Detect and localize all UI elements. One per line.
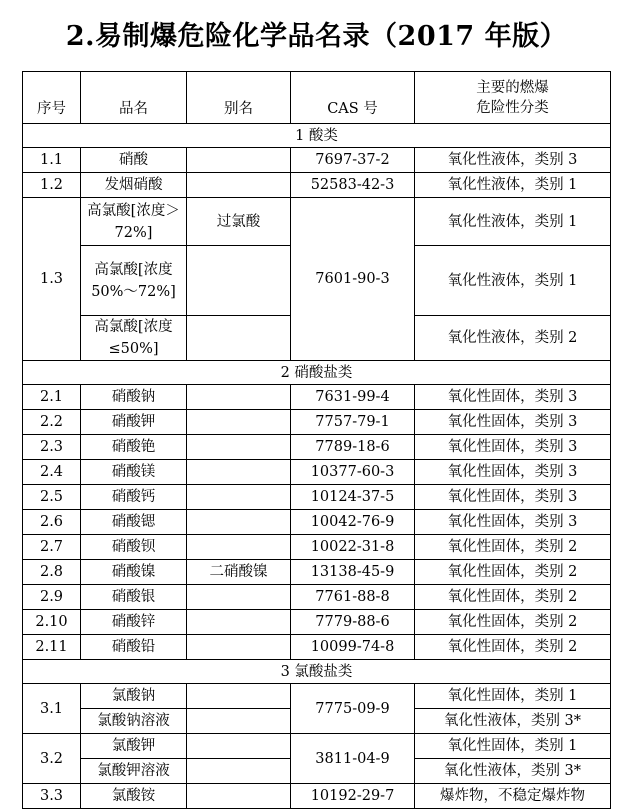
- header-name: 品名: [81, 72, 187, 124]
- section-acids: 1 酸类: [23, 124, 611, 148]
- cell-hazard: 爆炸物，不稳定爆炸物: [415, 784, 611, 809]
- cell-hazard: 氧化性固体，类别 3: [415, 460, 611, 485]
- cell-seq: 2.5: [23, 485, 81, 510]
- cell-hazard: 氧化性固体，类别 3: [415, 435, 611, 460]
- cell-alias: [187, 316, 291, 361]
- section-row: [23, 660, 611, 684]
- cell-seq: 2.6: [23, 510, 81, 535]
- cell-seq: 1.2: [23, 173, 81, 198]
- cell-seq: 2.11: [23, 635, 81, 660]
- cell-name: 硝酸镍: [81, 560, 187, 585]
- cell-seq: 2.9: [23, 585, 81, 610]
- cell-name: 氯酸钾溶液: [81, 759, 187, 784]
- table-header-row: [23, 72, 611, 124]
- cell-alias: [187, 585, 291, 610]
- table-row: [23, 635, 611, 660]
- cell-name: 硝酸钡: [81, 535, 187, 560]
- cell-cas: 13138-45-9: [291, 560, 415, 585]
- cell-name: 高氯酸[浓度≤50%]: [81, 316, 187, 361]
- header-hazard-line2: 危险性分类: [476, 99, 549, 116]
- section-chlorates: 3 氯酸盐类: [23, 660, 611, 684]
- cell-cas: 7761-88-8: [291, 585, 415, 610]
- table-row: [23, 385, 611, 410]
- cell-hazard: 氧化性固体，类别 1: [415, 734, 611, 759]
- table-row: [23, 410, 611, 435]
- table-row: [23, 560, 611, 585]
- cell-name: 硝酸镁: [81, 460, 187, 485]
- cell-alias: [187, 485, 291, 510]
- cell-hazard: 氧化性液体，类别 3*: [415, 759, 611, 784]
- cell-cas: 7631-99-4: [291, 385, 415, 410]
- cell-alias: [187, 510, 291, 535]
- cell-name: 发烟硝酸: [81, 173, 187, 198]
- cell-hazard: 氧化性固体，类别 2: [415, 585, 611, 610]
- cell-seq: 3.2: [23, 734, 81, 784]
- cell-alias: [187, 246, 291, 316]
- section-row: [23, 361, 611, 385]
- cell-hazard: 氧化性液体，类别 1: [415, 173, 611, 198]
- cell-hazard: 氧化性固体，类别 2: [415, 560, 611, 585]
- cell-cas: 10377-60-3: [291, 460, 415, 485]
- cell-cas: 7757-79-1: [291, 410, 415, 435]
- cell-seq: 2.2: [23, 410, 81, 435]
- cell-alias: [187, 610, 291, 635]
- cell-hazard: 氧化性固体，类别 2: [415, 535, 611, 560]
- cell-name: 氯酸钠: [81, 684, 187, 709]
- table-row: [23, 435, 611, 460]
- page-title: 2.易制爆危险化学品名录（2017 年版）: [65, 21, 568, 52]
- cell-alias: [187, 435, 291, 460]
- table-row: [23, 684, 611, 709]
- cell-seq: 2.3: [23, 435, 81, 460]
- header-cas: CAS 号: [291, 72, 415, 124]
- header-alias: 别名: [187, 72, 291, 124]
- table-row: [23, 460, 611, 485]
- cell-seq: 1.3: [23, 198, 81, 361]
- cell-cas: 10124-37-5: [291, 485, 415, 510]
- chemical-list-table: [22, 71, 611, 809]
- cell-hazard: 氧化性液体，类别 2: [415, 316, 611, 361]
- table-row: [23, 198, 611, 246]
- cell-alias: [187, 759, 291, 784]
- cell-seq: 2.8: [23, 560, 81, 585]
- cell-name: 高氯酸[浓度 50%～72%]: [81, 246, 187, 316]
- cell-seq: 1.1: [23, 148, 81, 173]
- cell-hazard: 氧化性固体，类别 3: [415, 410, 611, 435]
- cell-name: 硝酸钠: [81, 385, 187, 410]
- cell-cas: 10192-29-7: [291, 784, 415, 809]
- cell-seq: 3.3: [23, 784, 81, 809]
- cell-cas: 7779-88-6: [291, 610, 415, 635]
- cell-cas: 7601-90-3: [291, 198, 415, 361]
- section-nitrates: 2 硝酸盐类: [23, 361, 611, 385]
- cell-hazard: 氧化性固体，类别 2: [415, 610, 611, 635]
- cell-alias: [187, 635, 291, 660]
- cell-name: 硝酸铯: [81, 435, 187, 460]
- cell-seq: 2.10: [23, 610, 81, 635]
- cell-alias: [187, 535, 291, 560]
- cell-cas: 7775-09-9: [291, 684, 415, 734]
- cell-seq: 2.1: [23, 385, 81, 410]
- cell-hazard: 氧化性液体，类别 3*: [415, 709, 611, 734]
- table-row: [23, 148, 611, 173]
- cell-cas: 10099-74-8: [291, 635, 415, 660]
- cell-hazard: 氧化性固体，类别 3: [415, 385, 611, 410]
- cell-name: 硝酸铅: [81, 635, 187, 660]
- cell-name: 硝酸锶: [81, 510, 187, 535]
- cell-alias: [187, 385, 291, 410]
- cell-name: 硝酸银: [81, 585, 187, 610]
- cell-cas: 7697-37-2: [291, 148, 415, 173]
- cell-cas: 52583-42-3: [291, 173, 415, 198]
- cell-hazard: 氧化性液体，类别 3: [415, 148, 611, 173]
- cell-seq: 3.1: [23, 684, 81, 734]
- cell-alias: [187, 684, 291, 709]
- cell-cas: 3811-04-9: [291, 734, 415, 784]
- cell-alias: 过氯酸: [187, 198, 291, 246]
- table-row: [23, 585, 611, 610]
- cell-cas: 10042-76-9: [291, 510, 415, 535]
- cell-name: 硝酸锌: [81, 610, 187, 635]
- header-seq: 序号: [23, 72, 81, 124]
- cell-cas: 10022-31-8: [291, 535, 415, 560]
- cell-seq: 2.4: [23, 460, 81, 485]
- header-hazard-line1: 主要的燃爆: [476, 79, 549, 96]
- cell-seq: 2.7: [23, 535, 81, 560]
- cell-name: 硝酸: [81, 148, 187, 173]
- cell-name: 氯酸钾: [81, 734, 187, 759]
- cell-alias: [187, 460, 291, 485]
- cell-hazard: 氧化性固体，类别 2: [415, 635, 611, 660]
- cell-cas: 7789-18-6: [291, 435, 415, 460]
- cell-name: 氯酸钠溶液: [81, 709, 187, 734]
- table-row: [23, 734, 611, 759]
- cell-name: 硝酸钙: [81, 485, 187, 510]
- cell-alias: [187, 148, 291, 173]
- table-row: [23, 535, 611, 560]
- cell-alias: 二硝酸镍: [187, 560, 291, 585]
- cell-alias: [187, 734, 291, 759]
- cell-hazard: 氧化性固体，类别 3: [415, 485, 611, 510]
- cell-hazard: 氧化性固体，类别 3: [415, 510, 611, 535]
- header-hazard: [415, 72, 611, 124]
- cell-name: 氯酸铵: [81, 784, 187, 809]
- cell-name: 硝酸钾: [81, 410, 187, 435]
- cell-alias: [187, 709, 291, 734]
- cell-hazard: 氧化性固体，类别 1: [415, 684, 611, 709]
- cell-hazard: 氧化性液体，类别 1: [415, 246, 611, 316]
- table-row: [23, 510, 611, 535]
- cell-hazard: 氧化性液体，类别 1: [415, 198, 611, 246]
- table-row: [23, 485, 611, 510]
- section-row: [23, 124, 611, 148]
- cell-name: 高氯酸[浓度＞72%]: [81, 198, 187, 246]
- table-row: [23, 173, 611, 198]
- cell-alias: [187, 410, 291, 435]
- cell-alias: [187, 173, 291, 198]
- table-row: [23, 610, 611, 635]
